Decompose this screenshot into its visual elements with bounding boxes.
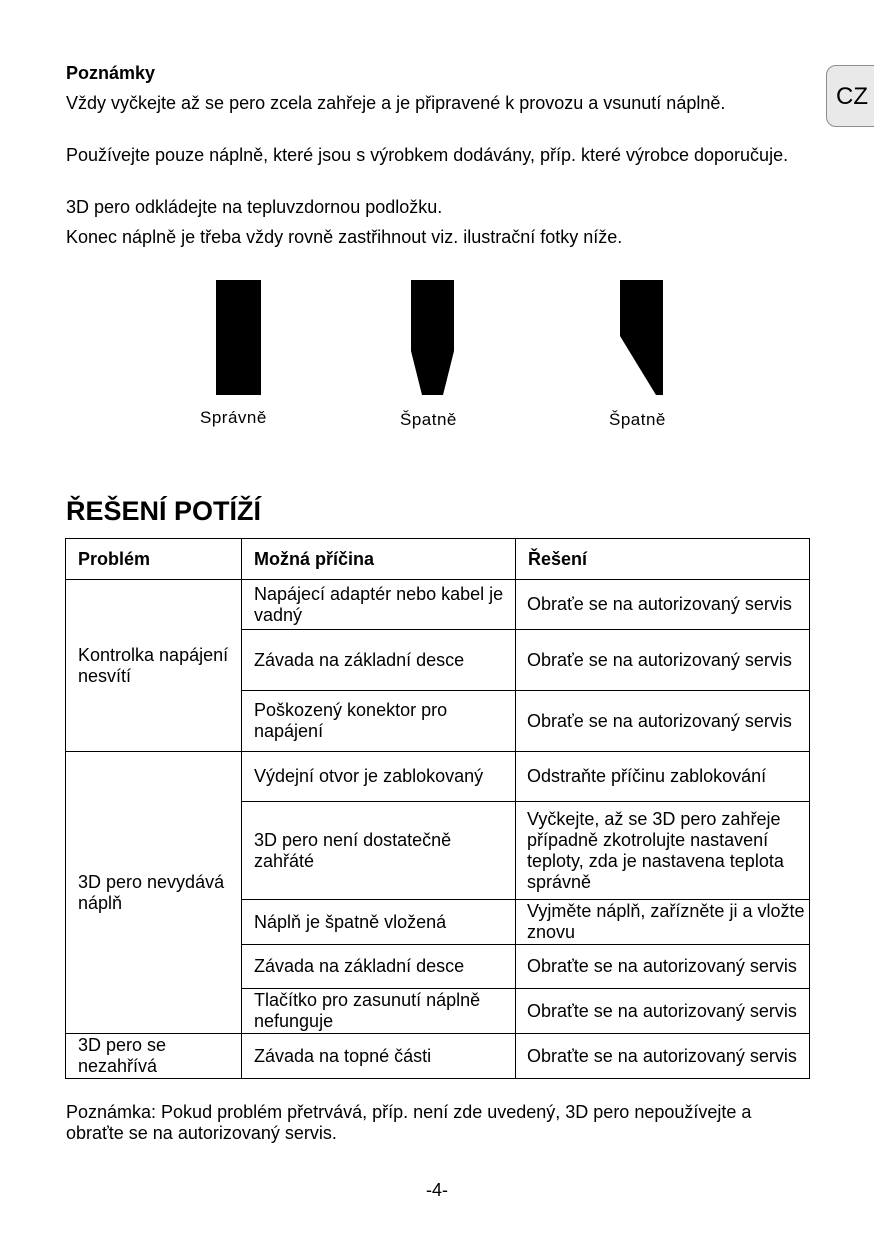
table-header-row bbox=[66, 539, 810, 580]
figure-label-wrong: Špatně bbox=[609, 410, 666, 429]
column-header: Řešení bbox=[516, 539, 810, 580]
solution-cell: Odstraňte příčinu zablokování bbox=[516, 752, 810, 802]
cause-cell: Výdejní otvor je zablokovaný bbox=[242, 752, 516, 802]
troubleshooting-heading: ŘEŠENÍ POTÍŽÍ bbox=[66, 496, 262, 526]
table-row bbox=[66, 1034, 810, 1079]
problem-cell: Kontrolka napájení nesvítí bbox=[66, 580, 242, 752]
language-tab: CZ bbox=[826, 65, 874, 127]
solution-cell: Obraťe se na autorizovaný servis bbox=[516, 691, 810, 752]
filament-angled-cut bbox=[620, 280, 663, 395]
notes-title: Poznámky bbox=[66, 63, 156, 83]
troubleshooting-table bbox=[65, 538, 810, 1079]
cause-cell: Závada na základní desce bbox=[242, 630, 516, 691]
solution-cell: Obraťe se na autorizovaný servis bbox=[516, 580, 810, 630]
problem-cell: 3D pero se nezahřívá bbox=[66, 1034, 242, 1079]
solution-cell: Obraťte se na autorizovaný servis bbox=[516, 1034, 810, 1079]
cause-cell: Tlačítko pro zasunutí náplně nefunguje bbox=[242, 989, 516, 1034]
footnote: Poznámka: Pokud problém přetrvává, příp. není zde uvedený, 3D pero nepoužívejte a obraťte se na autorizovaný servis. bbox=[66, 1102, 752, 1143]
table-row bbox=[66, 752, 810, 802]
column-header: Problém bbox=[66, 539, 242, 580]
figure-label-wrong: Špatně bbox=[400, 410, 457, 429]
cause-cell: Náplň je špatně vložená bbox=[242, 900, 516, 945]
cause-cell: Poškozený konektor pro napájení bbox=[242, 691, 516, 752]
note-paragraph: Vždy vyčkejte až se pero zcela zahřeje a je připravené k provozu a vsunutí náplně. bbox=[66, 93, 726, 113]
filament-straight-cut bbox=[216, 280, 261, 395]
column-header: Možná příčina bbox=[242, 539, 516, 580]
page-number: -4- bbox=[426, 1180, 448, 1200]
solution-cell: Obraťte se na autorizovaný servis bbox=[516, 945, 810, 989]
cause-cell: Napájecí adaptér nebo kabel je vadný bbox=[242, 580, 516, 630]
table-row bbox=[66, 580, 810, 630]
cause-cell: 3D pero není dostatečně zahřáté bbox=[242, 802, 516, 900]
cause-cell: Závada na základní desce bbox=[242, 945, 516, 989]
solution-cell: Obraťe se na autorizovaný servis bbox=[516, 630, 810, 691]
solution-cell: Vyčkejte, až se 3D pero zahřeje případně zkotrolujte nastavení teploty, zda je nastavena teplota správně bbox=[516, 802, 810, 900]
figure-label-correct: Správně bbox=[200, 408, 267, 427]
filament-cut-illustrations bbox=[0, 270, 874, 410]
filament-pointed-cut bbox=[411, 280, 454, 395]
solution-cell: Obraťte se na autorizovaný servis bbox=[516, 989, 810, 1034]
note-paragraph: Konec náplně je třeba vždy rovně zastřihnout viz. ilustrační fotky níže. bbox=[66, 227, 623, 247]
solution-cell: Vyjměte náplň, zařízněte ji a vložte znovu bbox=[516, 900, 810, 945]
cause-cell: Závada na topné části bbox=[242, 1034, 516, 1079]
note-paragraph: Používejte pouze náplně, které jsou s výrobkem dodávány, příp. které výrobce doporučuje. bbox=[66, 145, 789, 165]
problem-cell: 3D pero nevydává náplň bbox=[66, 752, 242, 1034]
note-paragraph: 3D pero odkládejte na tepluvzdornou podložku. bbox=[66, 197, 443, 217]
